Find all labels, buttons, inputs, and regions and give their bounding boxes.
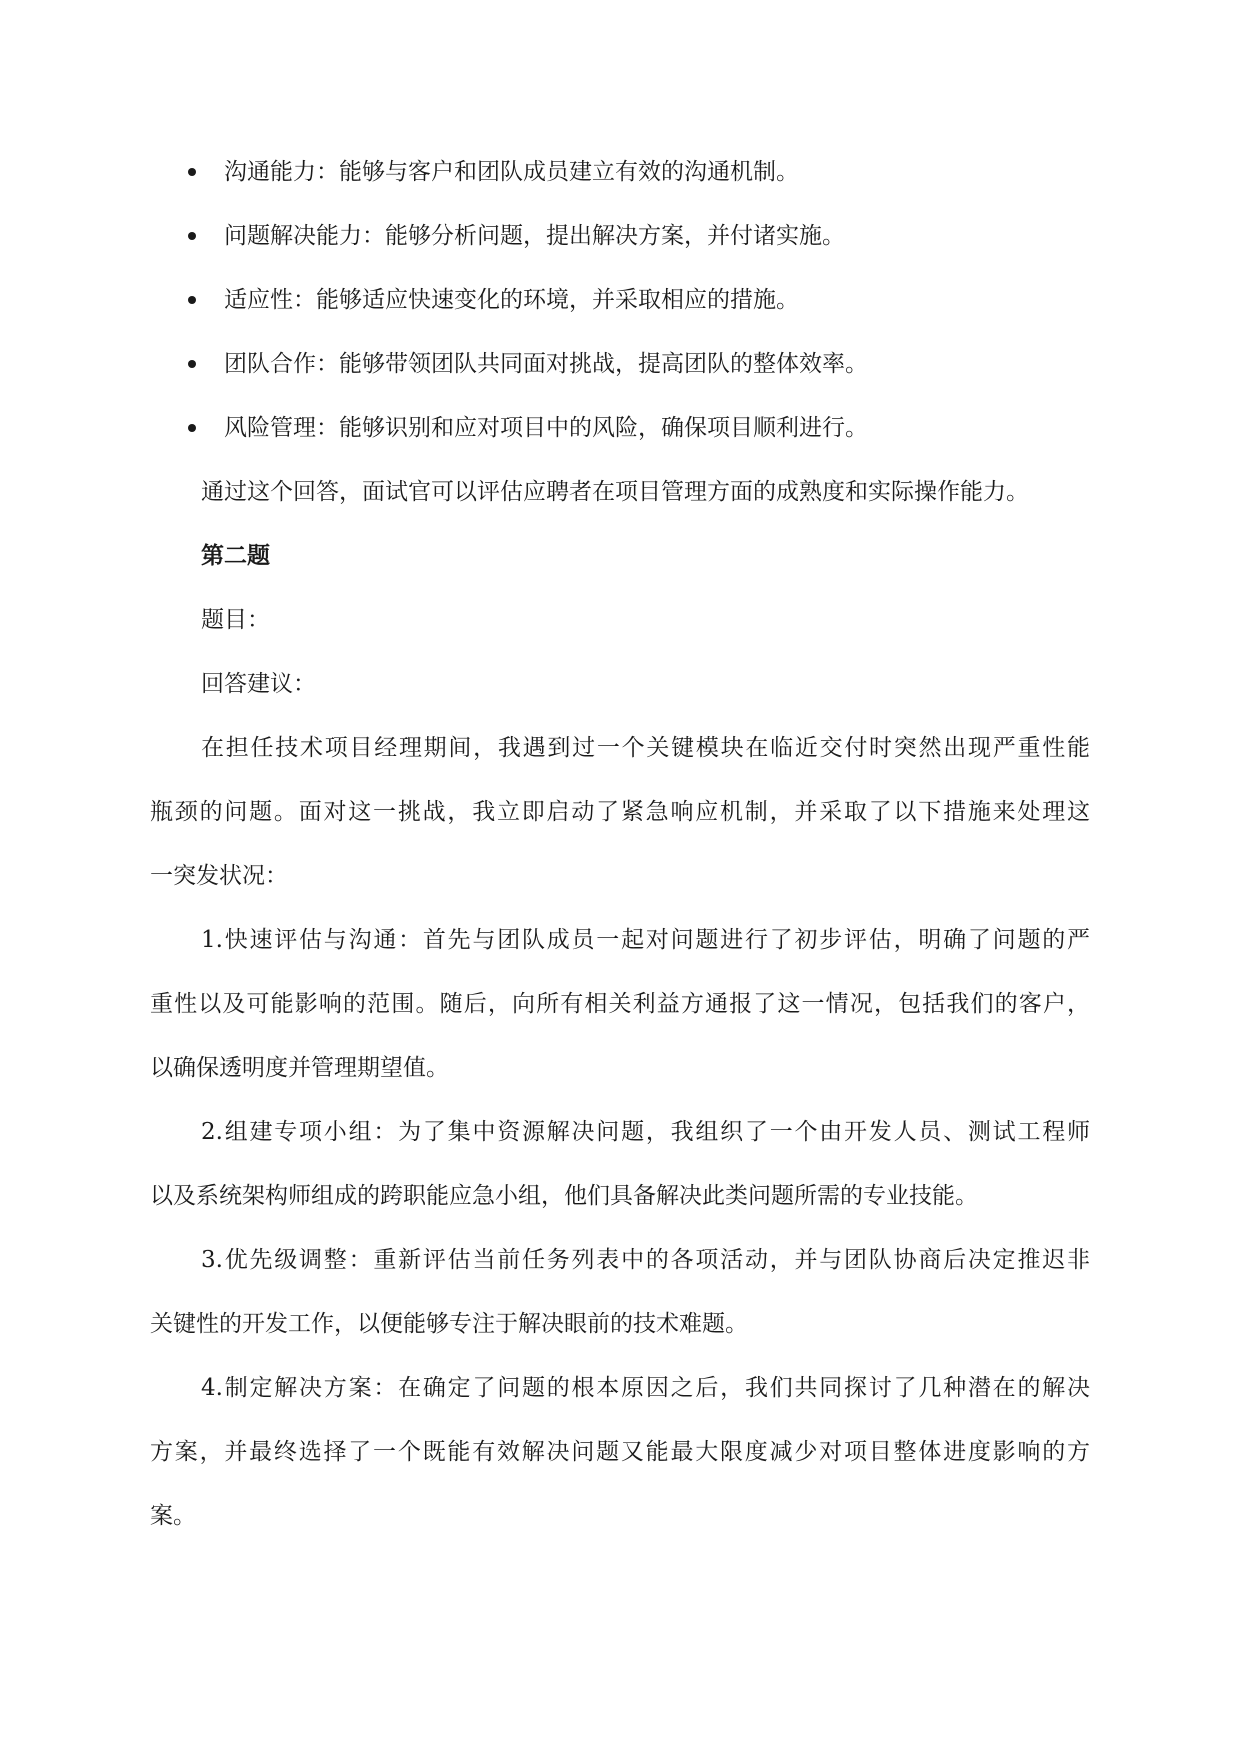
bullet-item-communication (150, 140, 1090, 204)
paragraph-line: 以确保透明度并管理期望值。 (150, 1055, 449, 1081)
document-body (150, 140, 1090, 1548)
paragraph-line: 一突发状况： (150, 863, 288, 889)
paragraph-line: 方案，并最终选择了一个既能有效解决问题又能最大限度减少对项目整体进度影响的方 (150, 1439, 1090, 1465)
paragraph-line: 瓶颈的问题。面对这一挑战，我立即启动了紧急响应机制，并采取了以下措施来处理这 (150, 799, 1090, 825)
bullet-dot-icon (188, 232, 196, 240)
paragraph-line: 案。 (150, 1503, 196, 1529)
paragraph-line: 关键性的开发工作，以便能够专注于解决眼前的技术难题。 (150, 1311, 748, 1337)
step-3-paragraph (150, 1228, 1090, 1356)
summary-paragraph: 通过这个回答，面试官可以评估应聘者在项目管理方面的成熟度和实际操作能力。 (201, 479, 1029, 505)
step-4-paragraph (150, 1356, 1090, 1548)
paragraph-line: 3.优先级调整：重新评估当前任务列表中的各项活动，并与团队协商后决定推迟非 (201, 1247, 1090, 1273)
bullet-item-adaptability (150, 268, 1090, 332)
bullet-text: 沟通能力：能够与客户和团队成员建立有效的沟通机制。 (224, 159, 799, 185)
bullet-text: 问题解决能力：能够分析问题，提出解决方案，并付诸实施。 (224, 223, 845, 249)
bullet-text: 团队合作：能够带领团队共同面对挑战，提高团队的整体效率。 (224, 351, 868, 377)
bullet-item-risk-management (150, 396, 1090, 460)
paragraph-line: 以及系统架构师组成的跨职能应急小组，他们具备解决此类问题所需的专业技能。 (150, 1183, 978, 1209)
bullet-text: 风险管理：能够识别和应对项目中的风险，确保项目顺利进行。 (224, 415, 868, 441)
paragraph-line: 4.制定解决方案：在确定了问题的根本原因之后，我们共同探讨了几种潜在的解决 (201, 1375, 1090, 1401)
step-1-paragraph (150, 908, 1090, 1100)
competency-bullet-list (150, 140, 1090, 460)
bullet-dot-icon (188, 168, 196, 176)
bullet-dot-icon (188, 360, 196, 368)
bullet-dot-icon (188, 296, 196, 304)
paragraph-line: 重性以及可能影响的范围。随后，向所有相关利益方通报了这一情况，包括我们的客户， (150, 991, 1090, 1017)
paragraph-line: 2.组建专项小组：为了集中资源解决问题，我组织了一个由开发人员、测试工程师 (201, 1119, 1090, 1145)
answer-label: 回答建议： (201, 671, 316, 697)
paragraph-line: 1.快速评估与沟通：首先与团队成员一起对问题进行了初步评估，明确了问题的严 (201, 927, 1090, 953)
bullet-dot-icon (188, 424, 196, 432)
step-2-paragraph (150, 1100, 1090, 1228)
question-label: 题目： (201, 607, 270, 633)
bullet-text: 适应性：能够适应快速变化的环境，并采取相应的措施。 (224, 287, 799, 313)
bullet-item-teamwork (150, 332, 1090, 396)
paragraph-line: 在担任技术项目经理期间，我遇到过一个关键模块在临近交付时突然出现严重性能 (201, 735, 1090, 761)
section-title: 第二题 (201, 542, 270, 569)
bullet-item-problem-solving (150, 204, 1090, 268)
intro-paragraph (150, 716, 1090, 908)
